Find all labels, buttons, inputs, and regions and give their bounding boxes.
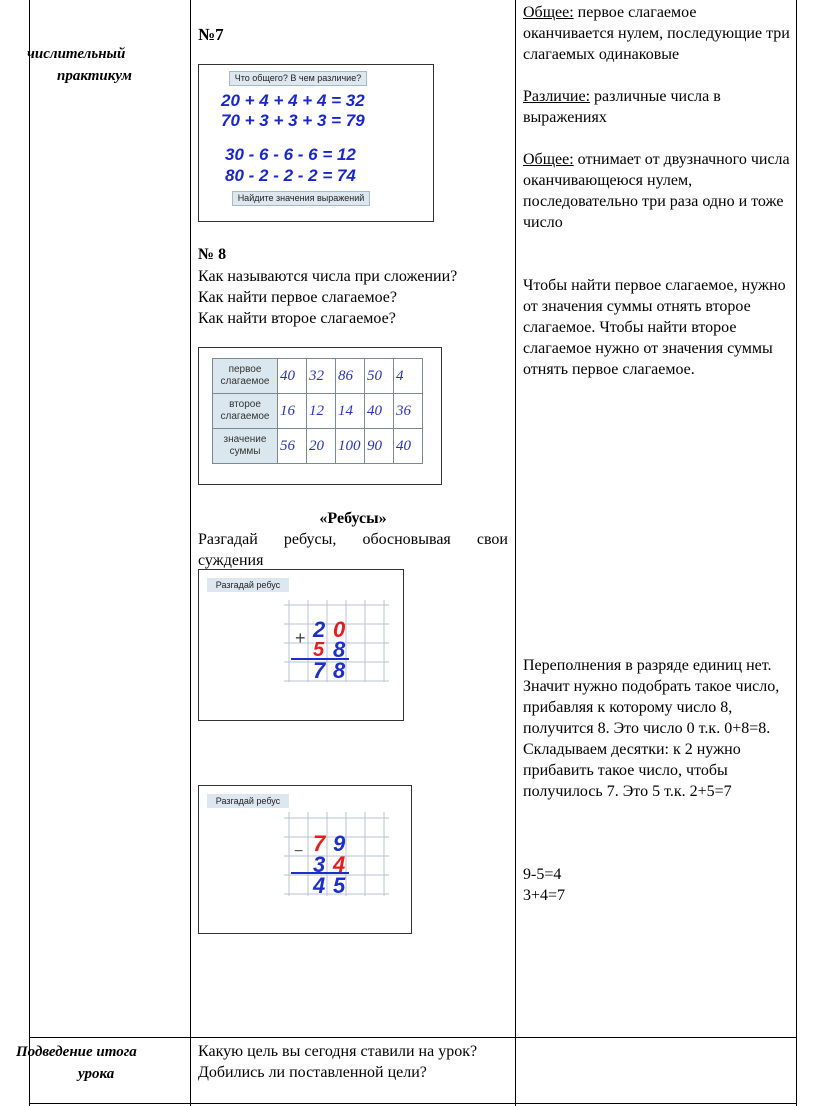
stage-label-line2: практикум: [57, 68, 132, 84]
stage-label-summary: [16, 1041, 190, 1085]
task7-slide: [198, 64, 434, 222]
table-cell: 40: [365, 394, 394, 429]
table-cell: 14: [336, 394, 365, 429]
answer-common-2: [523, 149, 791, 233]
rebus2-mid-units: 4: [333, 852, 346, 877]
rebus1-mid-tens: 5: [313, 639, 325, 661]
difference-label: Различие:: [523, 88, 591, 105]
rebus1-mid-units: 8: [333, 637, 346, 662]
table-border-bottom: [29, 1103, 797, 1104]
expression-2: 70 + 3 + 3 + 3 = 79: [221, 111, 365, 130]
rebus2-res-units: 5: [333, 873, 346, 898]
rebus2-image: [198, 785, 412, 934]
sum-table: [212, 358, 423, 464]
slide-task-label: Найдите значения выражений: [232, 191, 370, 206]
rebus2-top-tens: 7: [313, 831, 326, 856]
rebus1-frame-label: Разгадай ребус: [207, 578, 289, 592]
rebus-instruction: Разгадай ребусы, обосновывая свои суждения: [198, 531, 508, 569]
table-row-divider: [29, 1037, 797, 1038]
summary-label-line2: урока: [78, 1066, 115, 1082]
task8-question-2: Как найти первое слагаемое?: [198, 289, 397, 306]
rebus1-res-units: 8: [333, 658, 346, 683]
task8-table-image: [198, 347, 442, 485]
table-row-label: значение суммы: [213, 429, 278, 464]
table-row: [213, 359, 423, 394]
rebus2-top-units: 9: [333, 831, 346, 856]
summary-question-2: Добились ли поставленной цели?: [198, 1064, 427, 1081]
answer-calc-2: 3+4=7: [523, 887, 566, 904]
table-cell: 40: [394, 429, 423, 464]
task8-question-3: Как найти второе слагаемое?: [198, 310, 396, 327]
task8-questions: [198, 266, 514, 329]
common-label-2: Общее:: [523, 151, 574, 168]
table-border-right: [796, 0, 797, 1106]
task8-number: № 8: [198, 246, 227, 263]
table-cell: 20: [307, 429, 336, 464]
answer-common-1: [523, 2, 791, 65]
table-cell: 50: [365, 359, 394, 394]
task8-question-1: Как называются числа при сложении?: [198, 268, 458, 285]
summary-question-1: Какую цель вы сегодня ставили на урок?: [198, 1043, 478, 1060]
rebus2-mid-tens: 3: [313, 852, 326, 877]
answer-addend-rule: Чтобы найти первое слагаемое, нужно от значения суммы отнять второе слагаемое. Чтобы найти второе слагаемое нужно от значения суммы отнять первое слагаемое.: [523, 277, 786, 378]
difference-text: различные числа в выражениях: [523, 88, 721, 126]
expression-4: 80 - 2 - 2 - 2 = 74: [225, 166, 356, 185]
expression-1: 20 + 4 + 4 + 4 = 32: [221, 91, 365, 110]
expression-3: 30 - 6 - 6 - 6 = 12: [225, 145, 356, 164]
common-text-2: отнимает от двузначного числа оканчивающеюся нулем, последовательно три раза одно и тоже число: [523, 151, 790, 231]
rebus2-frame-label: Разгадай ребус: [207, 794, 289, 808]
common-label-1: Общее:: [523, 4, 574, 21]
table-row-label: первое слагаемое: [213, 359, 278, 394]
stage-label-line1: числительный: [27, 46, 126, 62]
rebus-title: «Ребусы»: [319, 510, 387, 527]
table-cell: 16: [278, 394, 307, 429]
table-divider-col1: [190, 0, 191, 1106]
table-cell: 90: [365, 429, 394, 464]
answer-calc-1: 9-5=4: [523, 866, 562, 883]
table-row: [213, 429, 423, 464]
rebus2-res-tens: 4: [313, 873, 326, 898]
table-row-label: второе слагаемое: [213, 394, 278, 429]
rebus1-top-tens: 2: [313, 617, 326, 642]
table-cell: 100: [336, 429, 365, 464]
table-cell: 56: [278, 429, 307, 464]
table-cell: 36: [394, 394, 423, 429]
stage-label-practice: [27, 43, 190, 87]
task7-number: №7: [198, 25, 224, 44]
rebus2-grid: [199, 786, 411, 933]
table-cell: 12: [307, 394, 336, 429]
rebus1-image: [198, 569, 404, 721]
rebus1-sign: +: [295, 628, 306, 648]
table-row: [213, 394, 423, 429]
table-cell: 86: [336, 359, 365, 394]
rebus1-top-units: 0: [333, 617, 346, 642]
table-cell: 32: [307, 359, 336, 394]
slide-question-label: Что общего? В чем различие?: [229, 71, 367, 86]
table-divider-col2: [515, 0, 516, 1106]
rebus2-sign: −: [294, 843, 304, 860]
table-cell: 4: [394, 359, 423, 394]
table-cell: 40: [278, 359, 307, 394]
summary-label-line1: Подведение итога: [16, 1044, 137, 1060]
rebus1-res-tens: 7: [313, 658, 326, 683]
common-text-1: первое слагаемое оканчивается нулем, последующие три слагаемых одинаковые: [523, 4, 790, 63]
table-border-left: [29, 0, 30, 1106]
answer-rebus-explanation: Переполнения в разряде единиц нет. Значит нужно подобрать такое число, прибавляя к которому число 8, получится 8. Это число 0 т.к. 0+8=8. Складываем десятки: к 2 нужно прибавить такое число, чтобы получилось 7. Это 5 т.к. 2+5=7: [523, 657, 780, 800]
answer-difference: [523, 86, 791, 128]
summary-questions: [198, 1041, 498, 1083]
